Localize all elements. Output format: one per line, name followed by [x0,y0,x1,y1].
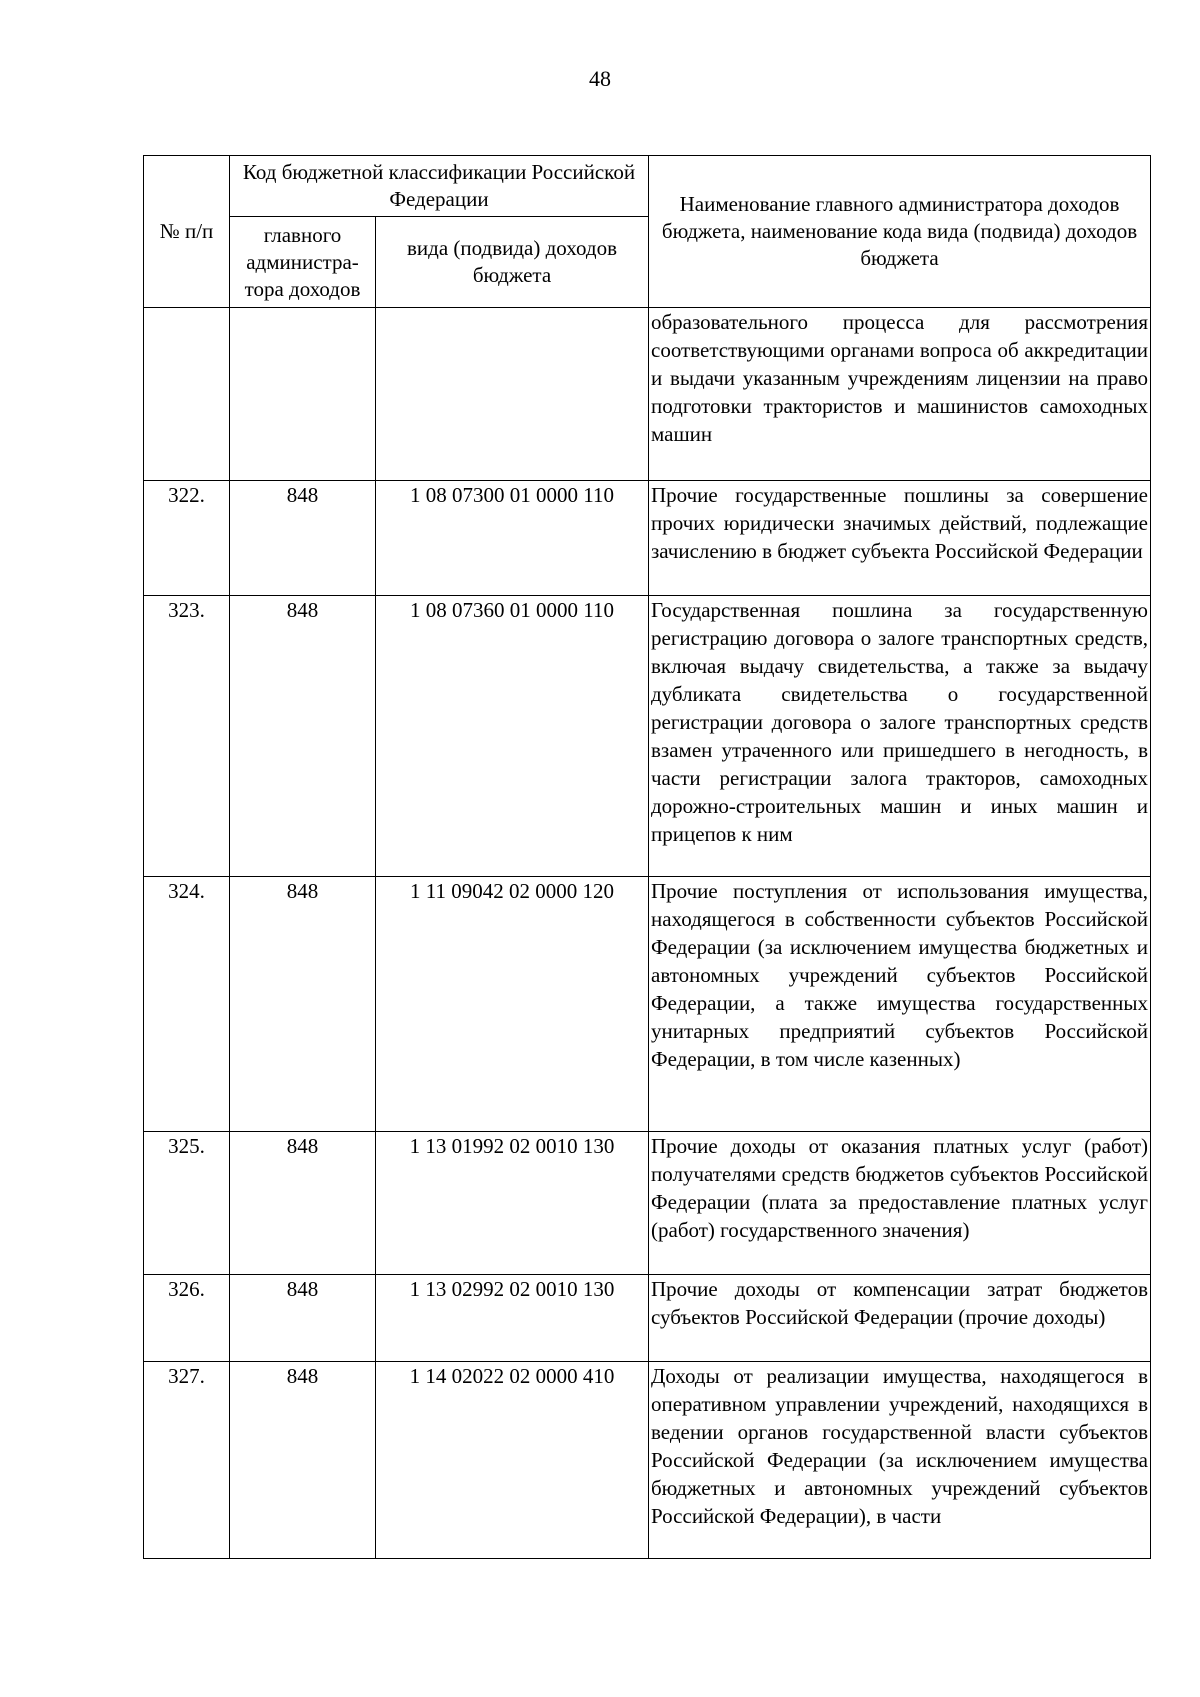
cell-code: 1 14 02022 02 0000 410 [376,1362,649,1559]
table-row [144,1275,1151,1362]
header-name: Наименование главного администратора доходов бюджета, наименование кода вида (подвида) доходов бюджета [649,156,1151,308]
cell-name: Прочие поступления от использования имущества, находящегося в собственности субъектов Российской Федерации (за исключением имущества бюджетных и автономных учреждений субъектов Российской Федерации, а также имущества государственных унитарных предприятий субъектов Российской Федерации, в том числе казенных) [649,877,1151,1132]
cell-name: Прочие доходы от оказания платных услуг (работ) получателями средств бюджетов субъектов Российской Федерации (плата за предоставление платных услуг (работ) государственного значения) [649,1132,1151,1275]
cell-number: 324. [144,877,230,1132]
header-number: № п/п [144,156,230,308]
table-row [144,481,1151,596]
cell-name: Государственная пошлина за государственную регистрацию договора о залоге транспортных средств, включая выдачу свидетельства, а также за выдачу дубликата свидетельства о государственной регистрации договора о залоге транспортных средств взамен утраченного или пришедшего в негодность, в части регистрации залога тракторов, самоходных дорожно-строительных машин и иных машин и прицепов к ним [649,596,1151,877]
cell-number: 323. [144,596,230,877]
page-number: 48 [589,66,611,91]
table-row [144,1362,1151,1559]
cell-name: Прочие доходы от компенсации затрат бюджетов субъектов Российской Федерации (прочие доходы) [649,1275,1151,1362]
cell-admin: 848 [230,481,376,596]
cell-code: 1 13 01992 02 0010 130 [376,1132,649,1275]
cell-admin: 848 [230,1275,376,1362]
table-row-continuation [144,308,1151,481]
table-row [144,1132,1151,1275]
table-header [144,156,1151,308]
cell-number: 325. [144,1132,230,1275]
cell-name: Прочие государственные пошлины за совершение прочих юридически значимых действий, подлежащие зачислению в бюджет субъекта Российской Федерации [649,481,1151,596]
cell-code: 1 11 09042 02 0000 120 [376,877,649,1132]
cell-number: 327. [144,1362,230,1559]
table-row [144,596,1151,877]
cell-number: 322. [144,481,230,596]
cell-admin: 848 [230,1362,376,1559]
cell-number [144,308,230,481]
cell-code: 1 08 07360 01 0000 110 [376,596,649,877]
cell-name: Доходы от реализации имущества, находящегося в оперативном управлении учреждений, находящихся в ведении органов государственной власти субъектов Российской Федерации (за исключением имущества бюджетных и автономных учреждений субъектов Российской Федерации), в части [649,1362,1151,1559]
budget-revenue-table [143,155,1151,1559]
cell-admin [230,308,376,481]
cell-admin: 848 [230,1132,376,1275]
header-admin-code: главного администра-тора доходов [230,217,376,308]
cell-code: 1 08 07300 01 0000 110 [376,481,649,596]
header-classification-code: Код бюджетной классификации Российской Федерации [230,156,649,217]
table-row [144,877,1151,1132]
cell-name: образовательного процесса для рассмотрения соответствующими органами вопроса об аккредитации и выдачи указанным учреждениям лицензии на право подготовки трактористов и машинистов самоходных машин [649,308,1151,481]
cell-admin: 848 [230,596,376,877]
cell-number: 326. [144,1275,230,1362]
cell-code: 1 13 02992 02 0010 130 [376,1275,649,1362]
cell-code [376,308,649,481]
cell-admin: 848 [230,877,376,1132]
header-revenue-type-code: вида (подвида) доходов бюджета [376,217,649,308]
